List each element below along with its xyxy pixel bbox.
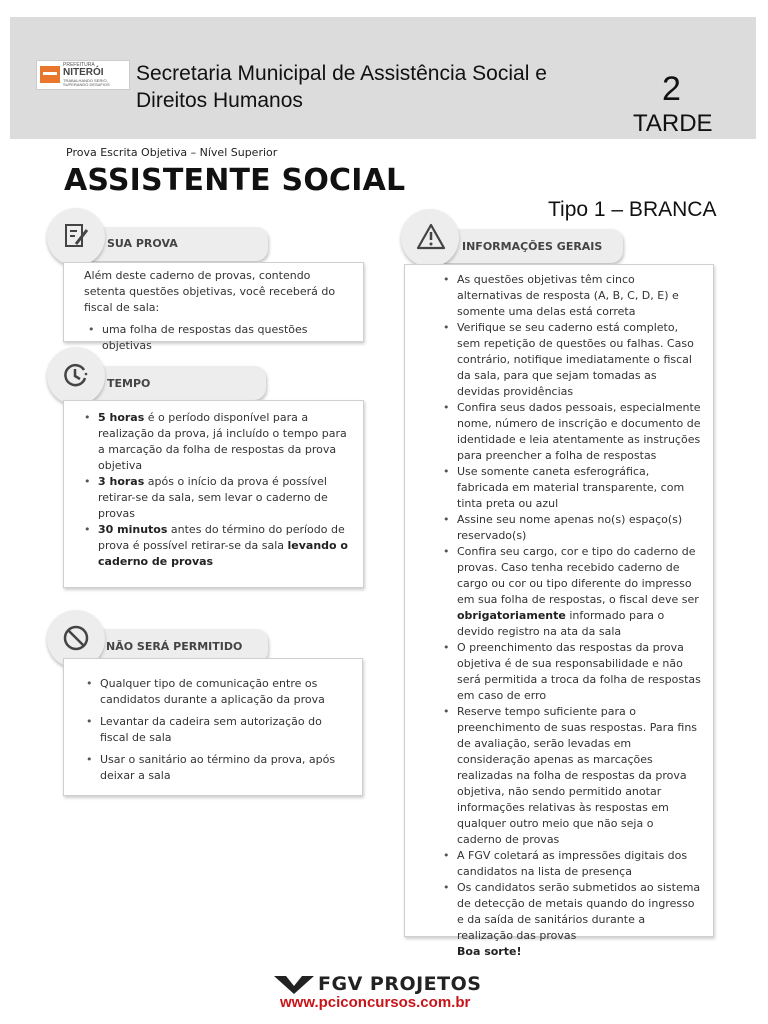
item-text: é o período disponível para a realização da prova, já incluído o tempo para a marcação da folha de respostas da prova objetiva [98, 411, 347, 472]
niteroi-logo-mark [40, 66, 60, 83]
item-bold: 3 horas [98, 475, 145, 488]
booklet-number: 2 [662, 70, 681, 108]
logo-small-text: PREFEITURA [63, 62, 95, 68]
list-item: • A FGV coletará as impressões digitais dos candidatos na lista de presença [439, 848, 701, 880]
item-bold: levando o caderno de provas [98, 539, 348, 568]
tempo-label: TEMPO [107, 377, 151, 390]
list-item: • Usar o sanitário ao término da prova, após deixar a sala [82, 752, 352, 784]
list-item: • Use somente caneta esferográfica, fabricada em material transparente, com tinta preta ou azul [439, 464, 701, 512]
sua-prova-panel [63, 262, 364, 352]
nao-permitido-panel [63, 658, 363, 796]
list-item [80, 410, 349, 474]
nao-permitido-label: NÃO SERÁ PERMITIDO [106, 640, 243, 653]
organization-line-2: Direitos Humanos [136, 89, 303, 112]
list-item: • Confira seus dados pessoais, especialmente nome, número de inscrição e documento de identidade e leia atentamente as instruções para preencher a folha de respostas [439, 400, 701, 464]
list-item: • Assine seu nome apenas no(s) espaço(s) reservado(s) [439, 512, 701, 544]
exam-period: TARDE [633, 110, 713, 137]
tempo-icon-badge [47, 347, 105, 405]
fgv-brand-text: FGV PROJETOS [318, 973, 482, 995]
prohibited-icon [62, 624, 90, 652]
sua-prova-icon-badge [47, 208, 105, 266]
item-text: Confira seu cargo, cor e tipo do caderno de provas. Caso tenha recebido caderno de cargo ou cor ou tipo diferente do impresso em sua folha de respostas, o fiscal deve ser [457, 545, 699, 606]
warning-icon [416, 223, 446, 251]
list-item [80, 522, 349, 570]
sua-prova-list [84, 322, 353, 354]
list-item: • O preenchimento das respostas da prova objetiva é de sua responsabilidade e não será permitida a troca da folha de respostas em caso de erro [439, 640, 701, 704]
list-item: • Os candidatos serão submetidos ao sistema de detecção de metais quando do ingresso e da saída de sanitários durante a realização das provas [439, 880, 701, 944]
closing-bold: Boa sorte! [457, 945, 522, 958]
item-bold: 30 minutos [98, 523, 168, 536]
list-item: • As questões objetivas têm cinco alternativas de resposta (A, B, C, D, E) e somente uma delas está correta [439, 272, 701, 320]
sua-prova-label: SUA PROVA [107, 237, 178, 250]
list-item: • uma folha de respostas das questões objetivas [84, 322, 353, 354]
closing-text [405, 944, 713, 960]
niteroi-logo [36, 60, 130, 90]
list-item: • Qualquer tipo de comunicação entre os candidatos durante a aplicação da prova [82, 676, 352, 708]
tempo-panel [63, 400, 364, 588]
organization-line-1: Secretaria Municipal de Assistência Social e [136, 62, 547, 85]
logo-tagline: TRABALHANDO SERIO, SUPERANDO DESAFIOS [63, 78, 110, 87]
fgv-logo-mark-icon [274, 976, 314, 994]
tempo-list [64, 401, 363, 570]
exam-type: Tipo 1 – BRANCA [548, 198, 717, 221]
organization-name [136, 60, 606, 114]
item-text: antes do término do período de prova é possível retirar-se da sala [98, 523, 345, 552]
informacoes-label: INFORMAÇÕES GERAIS [462, 240, 603, 253]
clock-icon [62, 361, 90, 389]
exam-title: ASSISTENTE SOCIAL [64, 163, 406, 198]
list-item [439, 544, 701, 640]
informacoes-list [405, 265, 713, 944]
list-item: • Levantar da cadeira sem autorização do fiscal de sala [82, 714, 352, 746]
logo-name: NITERÓI [63, 67, 104, 78]
exam-subtitle: Prova Escrita Objetiva – Nível Superior [66, 146, 278, 159]
item-bold: obrigatoriamente [457, 609, 566, 622]
list-item: • Reserve tempo suficiente para o preenchimento de suas respostas. Para fins de avaliação, serão levadas em consideração apenas as marcações realizadas na folha de respostas da prova objetiva, não sendo permitido anotar informações relativas às respostas em qualquer outro meio que não seja o caderno de provas [439, 704, 701, 848]
list-item: • Verifique se seu caderno está completo, sem repetição de questões ou falhas. Caso contrário, notifique imediatamente o fiscal da sala, para que sejam tomadas as devidas providências [439, 320, 701, 400]
sua-prova-intro: Além deste caderno de provas, contendo setenta questões objetivas, você receberá do fiscal de sala: [84, 269, 336, 314]
informacoes-panel [404, 264, 714, 958]
website-link[interactable]: www.pciconcursos.com.br [280, 994, 471, 1011]
item-bold: 5 horas [98, 411, 145, 424]
item-text: informado para o devido registro na ata da sala [457, 609, 665, 638]
item-text: após o início da prova é possível retirar-se da sala, sem levar o caderno de provas [98, 475, 328, 520]
nao-permitido-list [64, 659, 362, 784]
list-item [80, 474, 349, 522]
informacoes-icon-badge [401, 209, 459, 267]
document-pencil-icon [62, 222, 90, 250]
